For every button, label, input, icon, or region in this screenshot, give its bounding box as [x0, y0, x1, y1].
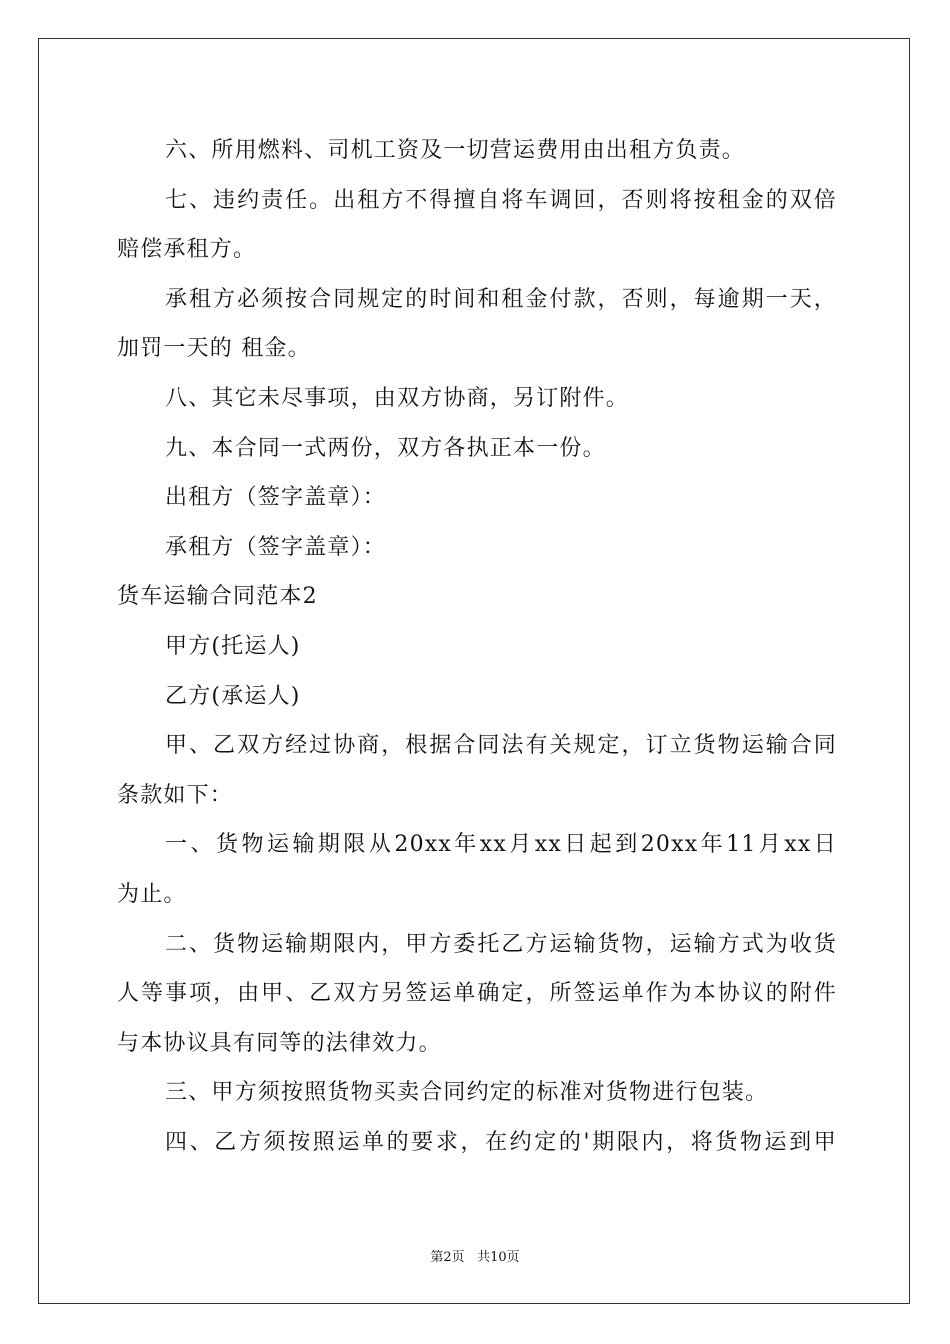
- page-number: 第2页: [430, 1250, 465, 1265]
- paragraph-line: 人等事项，由甲、乙双方另签运单确定，所签运单作为本协议的附件: [117, 981, 837, 1007]
- paragraph-line: 与本协议具有同等的法律效力。: [117, 1030, 442, 1056]
- paragraph-line: 四、乙方须按照运单的要求，在约定的'期限内，将货物运到甲: [165, 1129, 837, 1155]
- signature-line-lessee: 承租方（签字盖章）：: [165, 534, 387, 560]
- paragraph-line: 九、本合同一式两份，双方各执正本一份。: [165, 435, 606, 461]
- paragraph-line: 一、货物运输期限从20xx年xx月xx日起到20xx年11月xx日: [165, 832, 837, 858]
- paragraph-line: 三、甲方须按照货物买卖合同约定的标准对货物进行包装。: [165, 1080, 769, 1106]
- section-title: 货车运输合同范本2: [117, 584, 318, 610]
- paragraph-line: 条款如下：: [117, 782, 234, 808]
- paragraph-line: 赔偿承租方。: [117, 237, 257, 263]
- paragraph-line: 七、违约责任。出租方不得擅自将车调回，否则将按租金的双倍: [165, 187, 837, 213]
- signature-line-lessor: 出租方（签字盖章）：: [165, 485, 387, 511]
- paragraph-line: 为止。: [117, 881, 187, 907]
- paragraph-line: 加罚一天的 租金。: [117, 336, 311, 362]
- paragraph-line: 承租方必须按合同规定的时间和租金付款，否则，每逾期一天，: [165, 286, 837, 312]
- party-b-line: 乙方(承运人): [165, 683, 301, 709]
- paragraph-line: 二、货物运输期限内，甲方委托乙方运输货物，运输方式为收货: [165, 931, 837, 957]
- party-a-line: 甲方(托运人): [165, 633, 301, 659]
- paragraph-line: 甲、乙双方经过协商，根据合同法有关规定，订立货物运输合同: [165, 733, 837, 759]
- document-body: [117, 126, 837, 1167]
- paragraph-line: 八、其它未尽事项，由双方协商，另订附件。: [165, 385, 630, 411]
- paragraph-line: 六、所用燃料、司机工资及一切营运费用由出租方负责。: [165, 138, 746, 163]
- page-total: 共10页: [477, 1250, 520, 1265]
- page-footer: [0, 1246, 950, 1265]
